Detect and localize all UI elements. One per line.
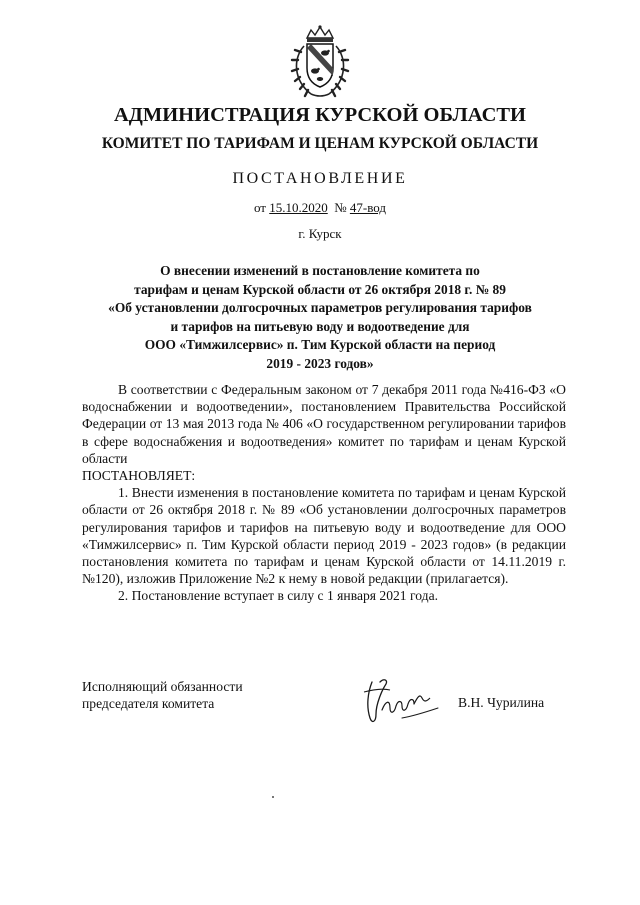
number-prefix: №: [334, 200, 347, 215]
document-number: 47-вод: [349, 200, 387, 215]
title-line: 2019 - 2023 годов»: [266, 355, 374, 371]
item-2-paragraph: 2. Постановление вступает в силу с 1 января 2021 года.: [118, 588, 438, 604]
document-date: 15.10.2020: [269, 200, 328, 215]
committee-title: КОМИТЕТ ПО ТАРИФАМ И ЦЕНАМ КУРСКОЙ ОБЛАСТИ: [101, 135, 539, 152]
signatory-name: В.Н. Чурилина: [458, 695, 545, 710]
organization-title: АДМИНИСТРАЦИЯ КУРСКОЙ ОБЛАСТИ: [113, 104, 526, 126]
scan-speck: [272, 796, 274, 798]
title-line: и тарифов на питьевую воду и водоотведение для: [170, 318, 470, 334]
document-body: [82, 381, 566, 605]
title-line: «Об установлении долгосрочных параметров регулирования тарифов: [108, 300, 532, 316]
document-type: ПОСТАНОВЛЕНИЕ: [232, 170, 408, 187]
item-1-paragraph: 1. Внести изменения в постановление комитета по тарифам и ценам Курской области от 26 октября 2018 г. № 89 «Об установлении долгосрочных параметров регулирования тарифов и тарифов на питьевую воду и водоотведение для ООО «Тимжилсервис» п. Тим Курской области период 2019 - 2023 годов» (в редакции постановления комитета по тарифам и ценам Курской области от 14.11.2019 г. №120), изложив Приложение №2 к нему в новой редакции (прилагается).: [82, 485, 566, 587]
title-line: тарифам и ценам Курской области от 26 октября 2018 г. № 89: [134, 281, 506, 297]
document-number-line: [0, 200, 640, 216]
signatory-position: [82, 678, 243, 712]
date-prefix: от: [253, 200, 266, 215]
document-title: [60, 262, 580, 374]
title-line: ООО «Тимжилсервис» п. Тим Курской области на период: [144, 337, 496, 353]
position-line-1: Исполняющий обязанности: [82, 679, 243, 694]
decree-word: ПОСТАНОВЛЯЕТ:: [82, 468, 196, 484]
position-line-2: председателя комитета: [82, 696, 215, 712]
handwritten-signature-icon: [358, 672, 444, 730]
document-city: г. Курск: [298, 226, 342, 241]
preamble-paragraph: В соответствии с Федеральным законом от 7 декабря 2011 года №416-ФЗ «О водоснабжении и водоотведении», постановлением Правительства Российской Федерации от 13 мая 2013 года № 406 «О государственном регулировании тарифов в сфере водоснабжения и водоотведения» комитет по тарифам и ценам Курской области: [82, 382, 566, 466]
coat-of-arms-icon: [287, 24, 353, 100]
title-line: О внесении изменений в постановление комитета по: [160, 263, 480, 278]
